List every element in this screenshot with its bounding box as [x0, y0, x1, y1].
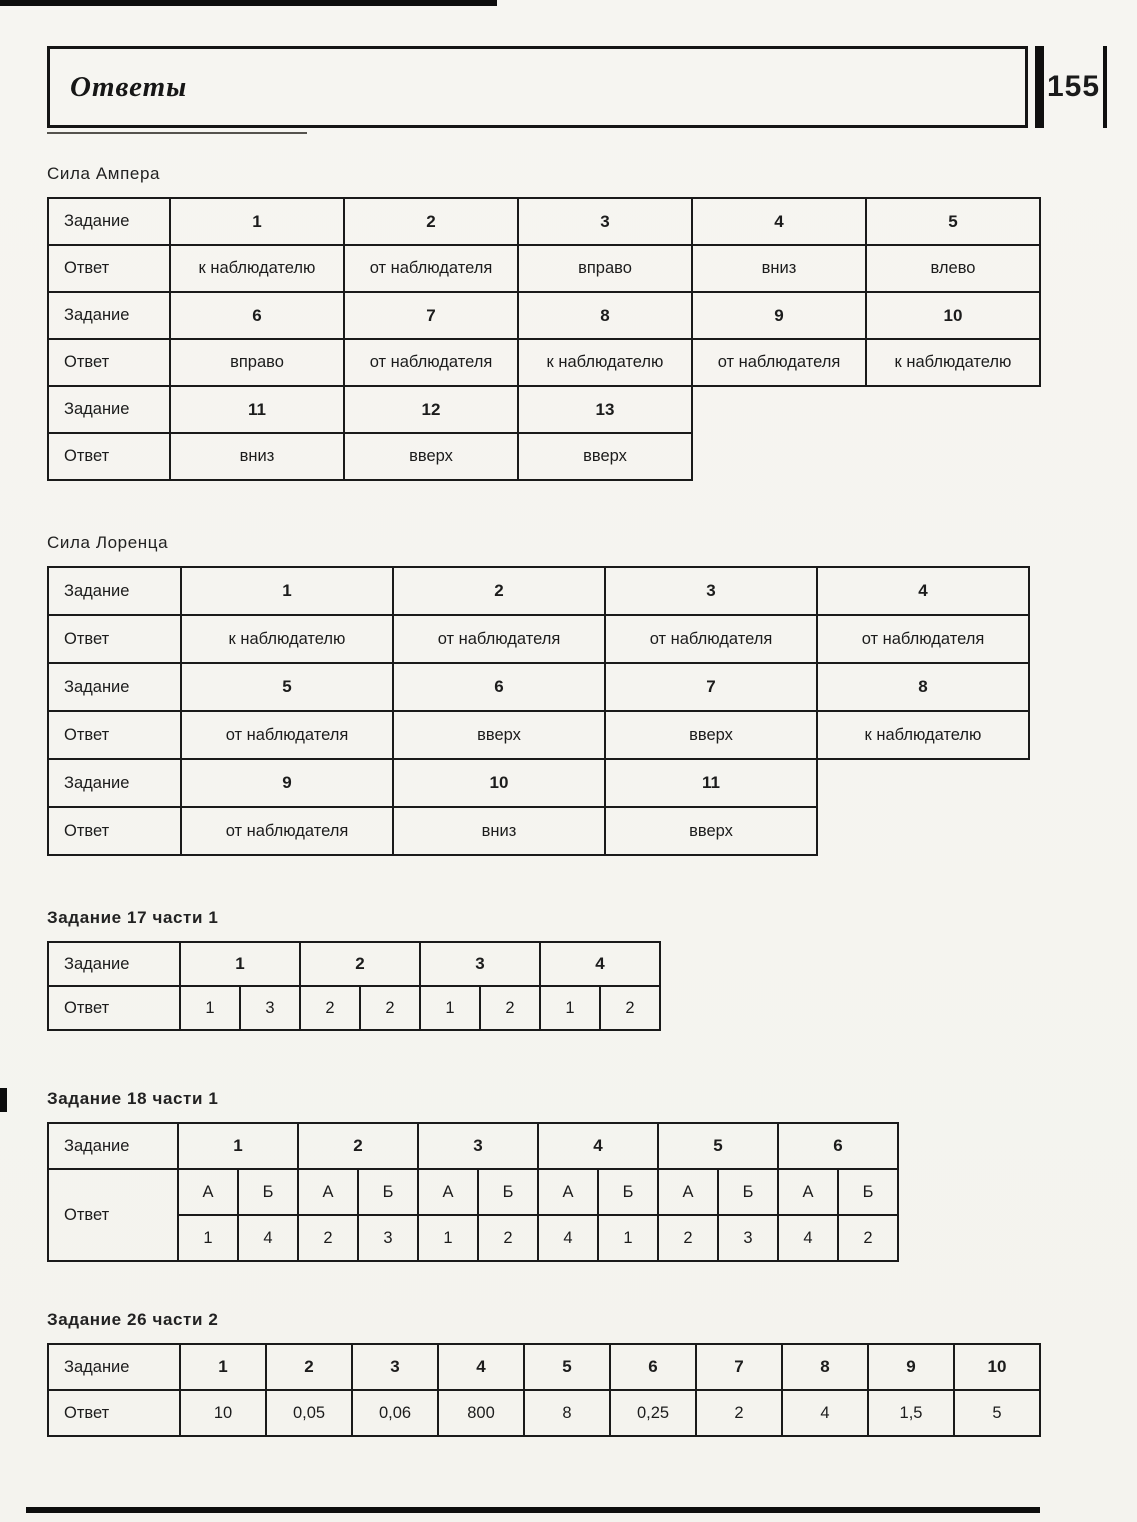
row-label-cell: Задание — [48, 1123, 178, 1169]
row-label-cell: Ответ — [48, 1390, 180, 1436]
answer-cell: 2 — [838, 1215, 898, 1261]
answer-cell: 1 — [181, 567, 393, 615]
answer-cell: 1 — [178, 1215, 238, 1261]
answer-cell: 10 — [866, 292, 1040, 339]
section-title: Задание 17 части 1 — [47, 908, 219, 927]
answer-cell: от наблюдателя — [817, 615, 1029, 663]
answer-cell: А — [298, 1169, 358, 1215]
answer-cell: 9 — [868, 1344, 954, 1390]
row-label-cell: Задание — [48, 198, 170, 245]
answers-table — [47, 197, 1041, 481]
row-label-cell: Ответ — [48, 615, 181, 663]
table-row — [48, 339, 1040, 386]
answer-cell: Б — [358, 1169, 418, 1215]
answer-cell: А — [778, 1169, 838, 1215]
table-row — [48, 1123, 898, 1169]
answer-cell: А — [418, 1169, 478, 1215]
table-row — [48, 245, 1040, 292]
table-row — [48, 942, 660, 986]
row-label-cell: Ответ — [48, 1169, 178, 1261]
answer-cell: 2 — [298, 1215, 358, 1261]
answer-cell: вниз — [170, 433, 344, 480]
table-row — [48, 663, 1029, 711]
answer-cell: 4 — [782, 1390, 868, 1436]
answer-cell: вверх — [605, 711, 817, 759]
row-label-cell: Задание — [48, 567, 181, 615]
section-task26 — [47, 1310, 1137, 1437]
answer-cell: вниз — [692, 245, 866, 292]
answer-cell: 3 — [240, 986, 300, 1030]
table-row — [48, 567, 1029, 615]
header-box — [47, 46, 1028, 128]
answer-cell: 7 — [344, 292, 518, 339]
answer-cell: 3 — [358, 1215, 418, 1261]
answers-table-lorentz — [47, 566, 1137, 856]
scan-artifact-left — [0, 1088, 7, 1112]
answers-table — [47, 1122, 899, 1262]
answer-cell: 4 — [540, 942, 660, 986]
answer-cell: 2 — [600, 986, 660, 1030]
section-ampere — [47, 164, 1137, 481]
answer-cell: А — [538, 1169, 598, 1215]
answers-table-task26 — [47, 1343, 1137, 1437]
answer-cell: 5 — [866, 198, 1040, 245]
answer-cell: влево — [866, 245, 1040, 292]
answer-cell: 2 — [266, 1344, 352, 1390]
answer-cell: от наблюдателя — [181, 807, 393, 855]
table-row — [48, 198, 1040, 245]
table-row — [48, 986, 660, 1030]
answer-cell: 0,25 — [610, 1390, 696, 1436]
answer-cell: 2 — [298, 1123, 418, 1169]
answer-cell: 4 — [538, 1123, 658, 1169]
table-row — [48, 759, 1029, 807]
answer-cell: 6 — [778, 1123, 898, 1169]
answer-cell: 1 — [180, 942, 300, 986]
answer-cell: 4 — [778, 1215, 838, 1261]
answer-cell: 4 — [692, 198, 866, 245]
page-number: 155 — [1035, 46, 1107, 128]
answer-cell: Б — [598, 1169, 658, 1215]
answers-table — [47, 1343, 1041, 1437]
answer-cell: 1 — [178, 1123, 298, 1169]
answer-cell: 4 — [538, 1215, 598, 1261]
answer-cell: от наблюдателя — [344, 245, 518, 292]
answer-cell: 6 — [393, 663, 605, 711]
answer-cell: 4 — [438, 1344, 524, 1390]
section-task18 — [47, 1089, 1137, 1262]
answers-table — [47, 566, 1030, 856]
answer-cell: вправо — [518, 245, 692, 292]
answer-cell: 8 — [782, 1344, 868, 1390]
answer-cell: 9 — [181, 759, 393, 807]
answer-cell: Б — [238, 1169, 298, 1215]
row-label-cell: Задание — [48, 663, 181, 711]
answer-cell: к наблюдателю — [866, 339, 1040, 386]
answer-cell: 2 — [300, 942, 420, 986]
answer-cell: 1 — [418, 1215, 478, 1261]
answer-cell: 7 — [696, 1344, 782, 1390]
answer-cell: 1 — [540, 986, 600, 1030]
answer-cell: 5 — [658, 1123, 778, 1169]
answer-cell: 11 — [605, 759, 817, 807]
section-title: Сила Ампера — [47, 164, 161, 183]
section-title: Сила Лоренца — [47, 533, 169, 552]
row-label-cell: Ответ — [48, 339, 170, 386]
answer-cell: Б — [718, 1169, 778, 1215]
answer-cell: вверх — [344, 433, 518, 480]
section-lorentz — [47, 533, 1137, 856]
answer-cell: вправо — [170, 339, 344, 386]
answer-cell: 2 — [696, 1390, 782, 1436]
answer-cell: 3 — [418, 1123, 538, 1169]
answer-cell: А — [658, 1169, 718, 1215]
answer-cell: 3 — [605, 567, 817, 615]
answer-cell: 5 — [524, 1344, 610, 1390]
answers-table-task18 — [47, 1122, 1137, 1262]
table-row — [48, 807, 1029, 855]
table-row — [48, 433, 1040, 480]
answer-cell: 1,5 — [868, 1390, 954, 1436]
answer-cell: 6 — [610, 1344, 696, 1390]
table-row — [48, 1344, 1040, 1390]
answer-cell: 4 — [817, 567, 1029, 615]
answer-cell: 2 — [300, 986, 360, 1030]
section-title: Задание 26 части 2 — [47, 1310, 219, 1329]
table-row — [48, 615, 1029, 663]
answer-cell: 13 — [518, 386, 692, 433]
answer-cell: от наблюдателя — [181, 711, 393, 759]
answer-cell: 10 — [393, 759, 605, 807]
table-row — [48, 1390, 1040, 1436]
scan-artifact-bottom — [26, 1507, 1040, 1513]
answer-cell: 1 — [420, 986, 480, 1030]
answer-cell: от наблюдателя — [692, 339, 866, 386]
answers-table-ampere — [47, 197, 1137, 481]
row-label-cell: Задание — [48, 386, 170, 433]
page-header — [47, 46, 1107, 128]
answer-cell: 7 — [605, 663, 817, 711]
answer-cell: 1 — [180, 986, 240, 1030]
table-row — [48, 292, 1040, 339]
answer-cell: к наблюдателю — [518, 339, 692, 386]
answer-cell: 4 — [238, 1215, 298, 1261]
answer-cell: 5 — [954, 1390, 1040, 1436]
answer-cell: 5 — [181, 663, 393, 711]
answer-cell: 11 — [170, 386, 344, 433]
row-label-cell: Ответ — [48, 245, 170, 292]
answer-cell: вверх — [605, 807, 817, 855]
answer-cell: к наблюдателю — [170, 245, 344, 292]
answer-cell: 2 — [344, 198, 518, 245]
answer-cell: А — [178, 1169, 238, 1215]
answers-table-task17 — [47, 941, 1137, 1031]
answer-cell: 3 — [518, 198, 692, 245]
answer-cell: 3 — [420, 942, 540, 986]
answer-cell: 3 — [352, 1344, 438, 1390]
row-label-cell: Ответ — [48, 433, 170, 480]
answer-cell: 10 — [954, 1344, 1040, 1390]
table-row — [48, 386, 1040, 433]
answer-cell: 10 — [180, 1390, 266, 1436]
answers-table — [47, 941, 661, 1031]
answer-cell: 2 — [480, 986, 540, 1030]
section-task17 — [47, 908, 1137, 1031]
answer-cell: 2 — [393, 567, 605, 615]
answer-cell: от наблюдателя — [344, 339, 518, 386]
answer-cell: 1 — [598, 1215, 658, 1261]
answer-cell: 3 — [718, 1215, 778, 1261]
answer-cell: 0,06 — [352, 1390, 438, 1436]
answer-cell: Б — [838, 1169, 898, 1215]
answer-cell: 9 — [692, 292, 866, 339]
row-label-cell: Задание — [48, 1344, 180, 1390]
answer-cell: вверх — [393, 711, 605, 759]
row-label-cell: Задание — [48, 759, 181, 807]
answer-cell: от наблюдателя — [605, 615, 817, 663]
answer-cell: 2 — [478, 1215, 538, 1261]
answer-cell: Б — [478, 1169, 538, 1215]
row-label-cell: Задание — [48, 292, 170, 339]
answer-cell: 0,05 — [266, 1390, 352, 1436]
answer-cell: 12 — [344, 386, 518, 433]
answer-cell: вверх — [518, 433, 692, 480]
answer-cell: 8 — [524, 1390, 610, 1436]
section-title: Задание 18 части 1 — [47, 1089, 219, 1108]
answer-cell: 2 — [658, 1215, 718, 1261]
answer-cell: 1 — [170, 198, 344, 245]
answer-cell: 1 — [180, 1344, 266, 1390]
answer-cell: от наблюдателя — [393, 615, 605, 663]
answer-cell: 800 — [438, 1390, 524, 1436]
table-row — [48, 711, 1029, 759]
answer-cell: 8 — [518, 292, 692, 339]
row-label-cell: Ответ — [48, 711, 181, 759]
answer-cell: к наблюдателю — [817, 711, 1029, 759]
row-label-cell: Ответ — [48, 986, 180, 1030]
answer-cell: вниз — [393, 807, 605, 855]
scan-artifact-top — [0, 0, 497, 6]
answer-cell: 2 — [360, 986, 420, 1030]
answer-cell: 8 — [817, 663, 1029, 711]
row-label-cell: Ответ — [48, 807, 181, 855]
table-row — [48, 1169, 898, 1215]
page-title: Ответы — [70, 70, 188, 103]
answer-cell: 6 — [170, 292, 344, 339]
answer-cell: к наблюдателю — [181, 615, 393, 663]
row-label-cell: Задание — [48, 942, 180, 986]
